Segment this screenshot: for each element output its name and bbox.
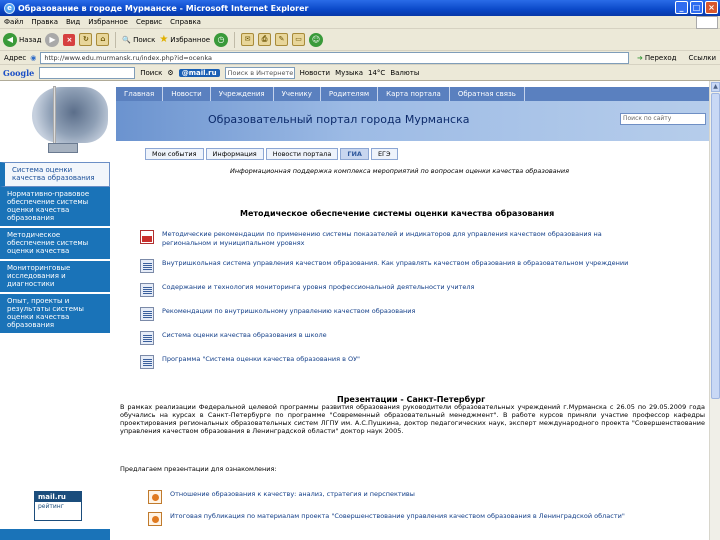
home-icon: ⌂ — [96, 33, 109, 46]
powerpoint-icon — [148, 490, 162, 504]
nav-feedback[interactable]: Обратная связь — [450, 87, 525, 101]
print-button[interactable] — [258, 33, 271, 46]
section-title-presentations: Презентации - Санкт-Петербург — [337, 395, 486, 404]
site-search-input[interactable]: Поиск по сайту — [620, 113, 706, 125]
go-arrow-icon: ➜ — [637, 53, 643, 62]
presentation-link-text[interactable]: Итоговая публикация по материалам проекта "Совершенствование управления качеством образования в Ленинградской области" — [170, 512, 625, 520]
mail-button[interactable] — [241, 33, 254, 46]
nav-parents[interactable]: Родителям — [321, 87, 378, 101]
windows-flag-icon — [696, 16, 718, 29]
folder-icon: ▭ — [292, 33, 305, 46]
sidebar-footer — [0, 529, 110, 540]
sidebar-item-monitoring[interactable]: Мониторинговые исследования и диагностики — [0, 261, 110, 294]
doc-link[interactable] — [140, 307, 652, 321]
currency-button[interactable]: Валюты — [390, 68, 420, 77]
search-button[interactable] — [122, 36, 155, 44]
page-viewport — [0, 81, 709, 540]
refresh-icon: ↻ — [79, 33, 92, 46]
presentation-link[interactable] — [148, 490, 660, 504]
section-title-methods: Методическое обеспечение системы оценки качества образования — [240, 209, 555, 218]
history-button[interactable] — [214, 33, 228, 47]
messenger-button[interactable] — [309, 33, 323, 47]
left-sidebar — [0, 162, 110, 335]
stop-icon: × — [63, 34, 75, 46]
page-subtitle: Информационная поддержка комплекса мероприятий по вопросам оценки качества образования — [230, 167, 570, 175]
doc-link-text[interactable]: Методические рекомендации по применению системы показателей и индикаторов для управления качеством образования на региональном и муниципальном уровнях — [162, 230, 602, 247]
mailru-counter[interactable] — [34, 491, 82, 521]
refresh-button[interactable] — [79, 33, 92, 46]
tab-my-events[interactable]: Мои события — [145, 148, 204, 160]
vertical-scrollbar[interactable] — [709, 81, 720, 540]
folder-button[interactable] — [292, 33, 305, 46]
word-doc-icon — [140, 307, 154, 321]
doc-link-text[interactable]: Внутришкольная система управления качеством образования. Как управлять качеством образования в образовательном учреждении — [162, 259, 629, 267]
menu-help[interactable]: Справка — [170, 18, 201, 26]
word-doc-icon — [140, 355, 154, 369]
back-arrow-icon: ◀ — [3, 33, 17, 47]
intro-paragraph: В рамках реализации Федеральной целевой программы развития образования руководители образовательных учреждений г.Мурманска с 26.05 по 29.05.2009 года обучались на курсах в Санкт-Петербурге по программе "Современный образовательный менеджмент". В работе курсов приняли участие профессор кафедры проектирования региональных образовательных систем ЛГПУ им. А.С.Пушкина, доктор педагогических наук, эксперт международного проекта "Совершенствование управления качеством образования в Ленинградской области" доктор наук 2005. — [120, 403, 705, 435]
word-doc-icon — [140, 283, 154, 297]
menu-tools[interactable]: Сервис — [135, 18, 163, 26]
search-label: Поиск — [133, 35, 156, 44]
doc-link[interactable] — [140, 259, 652, 273]
google-search-input[interactable] — [39, 67, 135, 79]
toolbar-divider — [115, 32, 116, 48]
address-bar — [0, 51, 720, 65]
menu-bar — [0, 16, 720, 29]
pdf-icon — [140, 230, 154, 244]
sidebar-item-methods[interactable]: Методическое обеспечение системы оценки качества — [0, 228, 110, 261]
site-banner — [116, 101, 709, 141]
counter-brand: mail.ru — [35, 492, 81, 502]
settings-icon[interactable]: ⚙ — [167, 68, 174, 77]
doc-link-text[interactable]: Программа "Система оценки качества образования в ОУ" — [162, 355, 361, 363]
news-button[interactable]: Новости — [299, 68, 331, 77]
address-label: Адрес — [4, 53, 27, 62]
page-icon: ◉ — [30, 53, 37, 62]
kola-peninsula-icon — [32, 87, 108, 143]
google-toolbar — [0, 65, 720, 81]
print-icon: ⎙ — [258, 33, 271, 46]
presentation-link-text[interactable]: Отношение образования к качеству: анализ, стратегия и перспективы — [170, 490, 415, 498]
back-button[interactable] — [3, 33, 41, 47]
maximize-button[interactable]: □ — [690, 1, 703, 14]
forward-button[interactable] — [45, 33, 59, 47]
window-titlebar — [0, 0, 720, 16]
sidebar-item-quality-system[interactable]: Система оценки качества образования — [0, 162, 110, 187]
banner-title: Образовательный портал города Мурманска — [208, 113, 470, 126]
star-icon: ★ — [159, 34, 169, 45]
menu-edit[interactable]: Правка — [31, 18, 58, 26]
home-button[interactable] — [96, 33, 109, 46]
nav-student[interactable]: Ученику — [274, 87, 321, 101]
mail-icon: ✉ — [241, 33, 254, 46]
ie-logo-icon: e — [4, 3, 15, 14]
menu-file[interactable]: Файл — [4, 18, 24, 26]
menu-favorites[interactable]: Избранное — [88, 18, 128, 26]
tab-information[interactable]: Информация — [206, 148, 264, 160]
site-top-nav — [116, 87, 709, 101]
content-tabs — [145, 148, 398, 160]
go-button[interactable] — [633, 54, 680, 62]
nav-news[interactable]: Новости — [163, 87, 210, 101]
messenger-icon: ☺ — [309, 33, 323, 47]
tab-ege[interactable]: ЕГЭ — [371, 148, 398, 160]
minimize-button[interactable]: _ — [675, 1, 688, 14]
toolbar-divider — [234, 32, 235, 48]
address-input[interactable]: http://www.edu.murmansk.ru/index.php?id=ocenka — [40, 52, 629, 64]
doc-link[interactable] — [140, 331, 652, 345]
history-icon: ◷ — [214, 33, 228, 47]
search-icon: 🔍 — [122, 35, 132, 44]
music-button[interactable]: Музыка — [335, 68, 364, 77]
nav-institutions[interactable]: Учреждения — [211, 87, 274, 101]
doc-link[interactable] — [140, 355, 652, 369]
tab-gia[interactable]: ГИА — [340, 148, 369, 160]
doc-link-text[interactable]: Рекомендации по внутришкольному управлению качеством образования — [162, 307, 416, 315]
favorites-label: Избранное — [170, 35, 211, 44]
window-title: Образование в городе Мурманске - Microsoft Internet Explorer — [18, 3, 309, 13]
edit-button[interactable] — [275, 33, 288, 46]
word-doc-icon — [140, 331, 154, 345]
close-button[interactable]: × — [705, 1, 718, 14]
mailru-search-input[interactable]: Поиск в Интернете — [225, 67, 295, 79]
window-controls — [675, 1, 718, 14]
favorites-button[interactable] — [159, 34, 210, 45]
google-logo: Google — [3, 67, 35, 78]
nav-sitemap[interactable]: Карта портала — [378, 87, 450, 101]
links-button[interactable]: Ссылки — [688, 53, 716, 62]
google-search-button[interactable]: Поиск — [140, 68, 163, 77]
menu-view[interactable]: Вид — [65, 18, 81, 26]
sidebar-item-experience[interactable]: Опыт, проекты и результаты системы оценки качества образования — [0, 294, 110, 335]
presentations-label: Предлагаем презентации для ознакомления: — [120, 465, 277, 473]
forward-arrow-icon: ▶ — [45, 33, 59, 47]
nav-home[interactable]: Главная — [116, 87, 163, 101]
presentation-link[interactable] — [148, 512, 660, 526]
go-label: Переход — [644, 53, 677, 62]
site-logo[interactable] — [0, 81, 116, 158]
sidebar-item-legal[interactable]: Нормативно-правовое обеспечение системы оценки качества образования — [0, 187, 110, 228]
mailru-button[interactable]: @mail.ru — [179, 69, 220, 77]
doc-link-text[interactable]: Содержание и технология мониторинга уровня профессиональной деятельности учителя — [162, 283, 475, 291]
powerpoint-icon — [148, 512, 162, 526]
doc-link[interactable] — [140, 283, 652, 297]
scroll-thumb[interactable] — [711, 93, 720, 399]
flagpole-icon — [53, 86, 56, 144]
edit-icon: ✎ — [275, 33, 288, 46]
tab-portal-news[interactable]: Новости портала — [266, 148, 339, 160]
scroll-up-icon[interactable]: ▲ — [711, 82, 720, 92]
word-doc-icon — [140, 259, 154, 273]
back-label: Назад — [19, 35, 42, 44]
browser-toolbar — [0, 29, 720, 51]
doc-link[interactable] — [140, 230, 652, 248]
weather-button[interactable]: 14°C — [368, 68, 386, 77]
stop-button[interactable] — [63, 34, 75, 46]
doc-link-text[interactable]: Система оценки качества образования в школе — [162, 331, 327, 339]
book-icon — [48, 143, 78, 153]
counter-label: рейтинг — [38, 503, 64, 510]
